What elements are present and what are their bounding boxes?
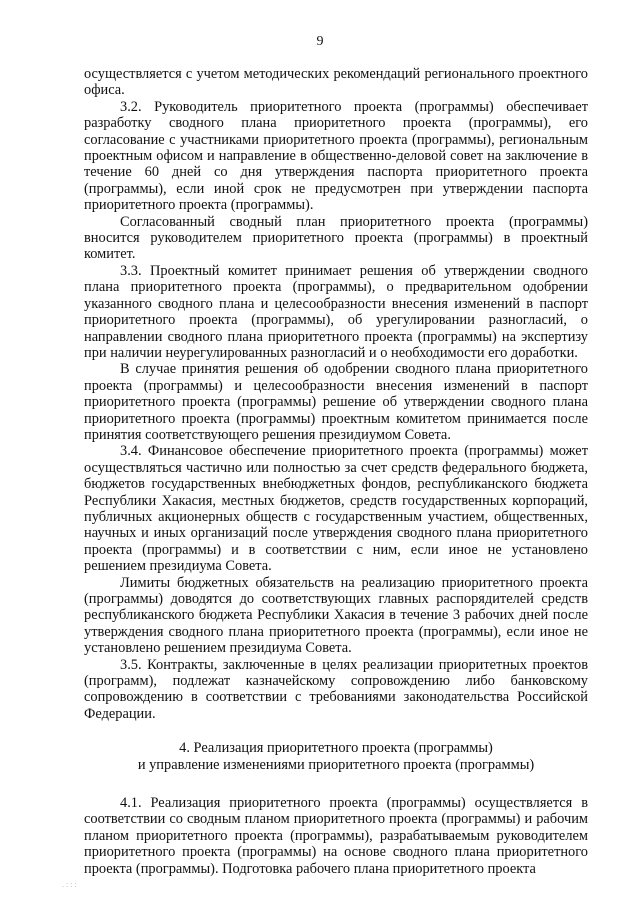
paragraph-4-1: 4.1. Реализация приоритетного проекта (программы) осуществляется в соответствии со сводным планом приоритетного проекта (программы) и рабочим планом приоритетного проекта (программы), разрабатываемым руководителем приоритетного проекта (программы) на основе сводного плана приоритетного проекта (программы). Подготовка рабочего плана приоритетного проекта: [84, 795, 588, 877]
paragraph-3-5: 3.5. Контракты, заключенные в целях реализации приоритетных проектов (программ), подлежат казначейскому сопровождению либо банковскому сопровождению в соответствии с требованиями законодательства Российской Федерации.: [84, 656, 588, 722]
section-heading-line-1: 4. Реализация приоритетного проекта (программы): [179, 740, 493, 757]
paragraph-3-4-note: Лимиты бюджетных обязательств на реализацию приоритетного проекта (программы) доводятся до соответствующих главных распорядителей средств республиканского бюджета Республики Хакасия в течение 3 рабочих дней после утверждения сводного плана приоритетного проекта (программы), если иное не установлено решением президиума Совета.: [84, 574, 588, 657]
paragraph-3-3-note: В случае принятия решения об одобрении сводного плана приоритетного проекта (программы) и целесообразности внесения изменений в паспорт приоритетного проекта (программы) решение об утверждении сводного плана приоритетного проекта (программы) проектным комитетом принимается после принятия соответствующего решения президиумом Совета.: [84, 361, 588, 443]
paragraph-3-2: 3.2. Руководитель приоритетного проекта (программы) обеспечивает разработку сводного плана приоритетного проекта (программы), его согласование с участниками приоритетного проекта (программы), региональным проектным офисом и направление в общественно-деловой совет на заключение в течение 60 дней со дня утверждения паспорта приоритетного проекта (программы), если иной срок не предусмотрен при утверждении паспорта приоритетного проекта (программы).: [84, 98, 588, 214]
page-number: 9: [316, 34, 324, 49]
section-heading: [84, 740, 588, 773]
section-heading-line-2: и управление изменениями приоритетного проекта (программы): [137, 756, 535, 773]
paragraph-3-4: 3.4. Финансовое обеспечение приоритетного проекта (программы) может осуществляться частично или полностью за счет средств федерального бюджета, бюджетов государственных внебюджетных фондов, республиканского бюджета Республики Хакасия, местных бюджетов, средств государственных корпораций, публичных акционерных обществ с государственным участием, общественных, научных и иных организаций после утверждения сводного плана приоритетного проекта (программы) и в соответствии с ним, если иное не установлено решением президиума Совета.: [84, 443, 588, 575]
paragraph-3-2-note: Согласованный сводный план приоритетного проекта (программы) вносится руководителем приоритетного проекта (программы) в проектный комитет.: [84, 213, 588, 263]
paragraph-continuation: осуществляется с учетом методических рекомендаций регионального проектного офиса.: [84, 66, 588, 99]
paragraph-3-3: 3.3. Проектный комитет принимает решения об утверждении сводного плана приоритетного проекта (программы), о предварительном одобрении указанного сводного плана и целесообразности внесения изменений в паспорт приоритетного проекта (программы), об урегулировании разногласий, о направлении сводного плана приоритетного проекта (программы) на экспертизу при наличии неурегулированных разногласий и о необходимости его доработки.: [84, 262, 588, 361]
document-body: [84, 66, 588, 877]
scan-mark: . : : :: [62, 880, 77, 889]
